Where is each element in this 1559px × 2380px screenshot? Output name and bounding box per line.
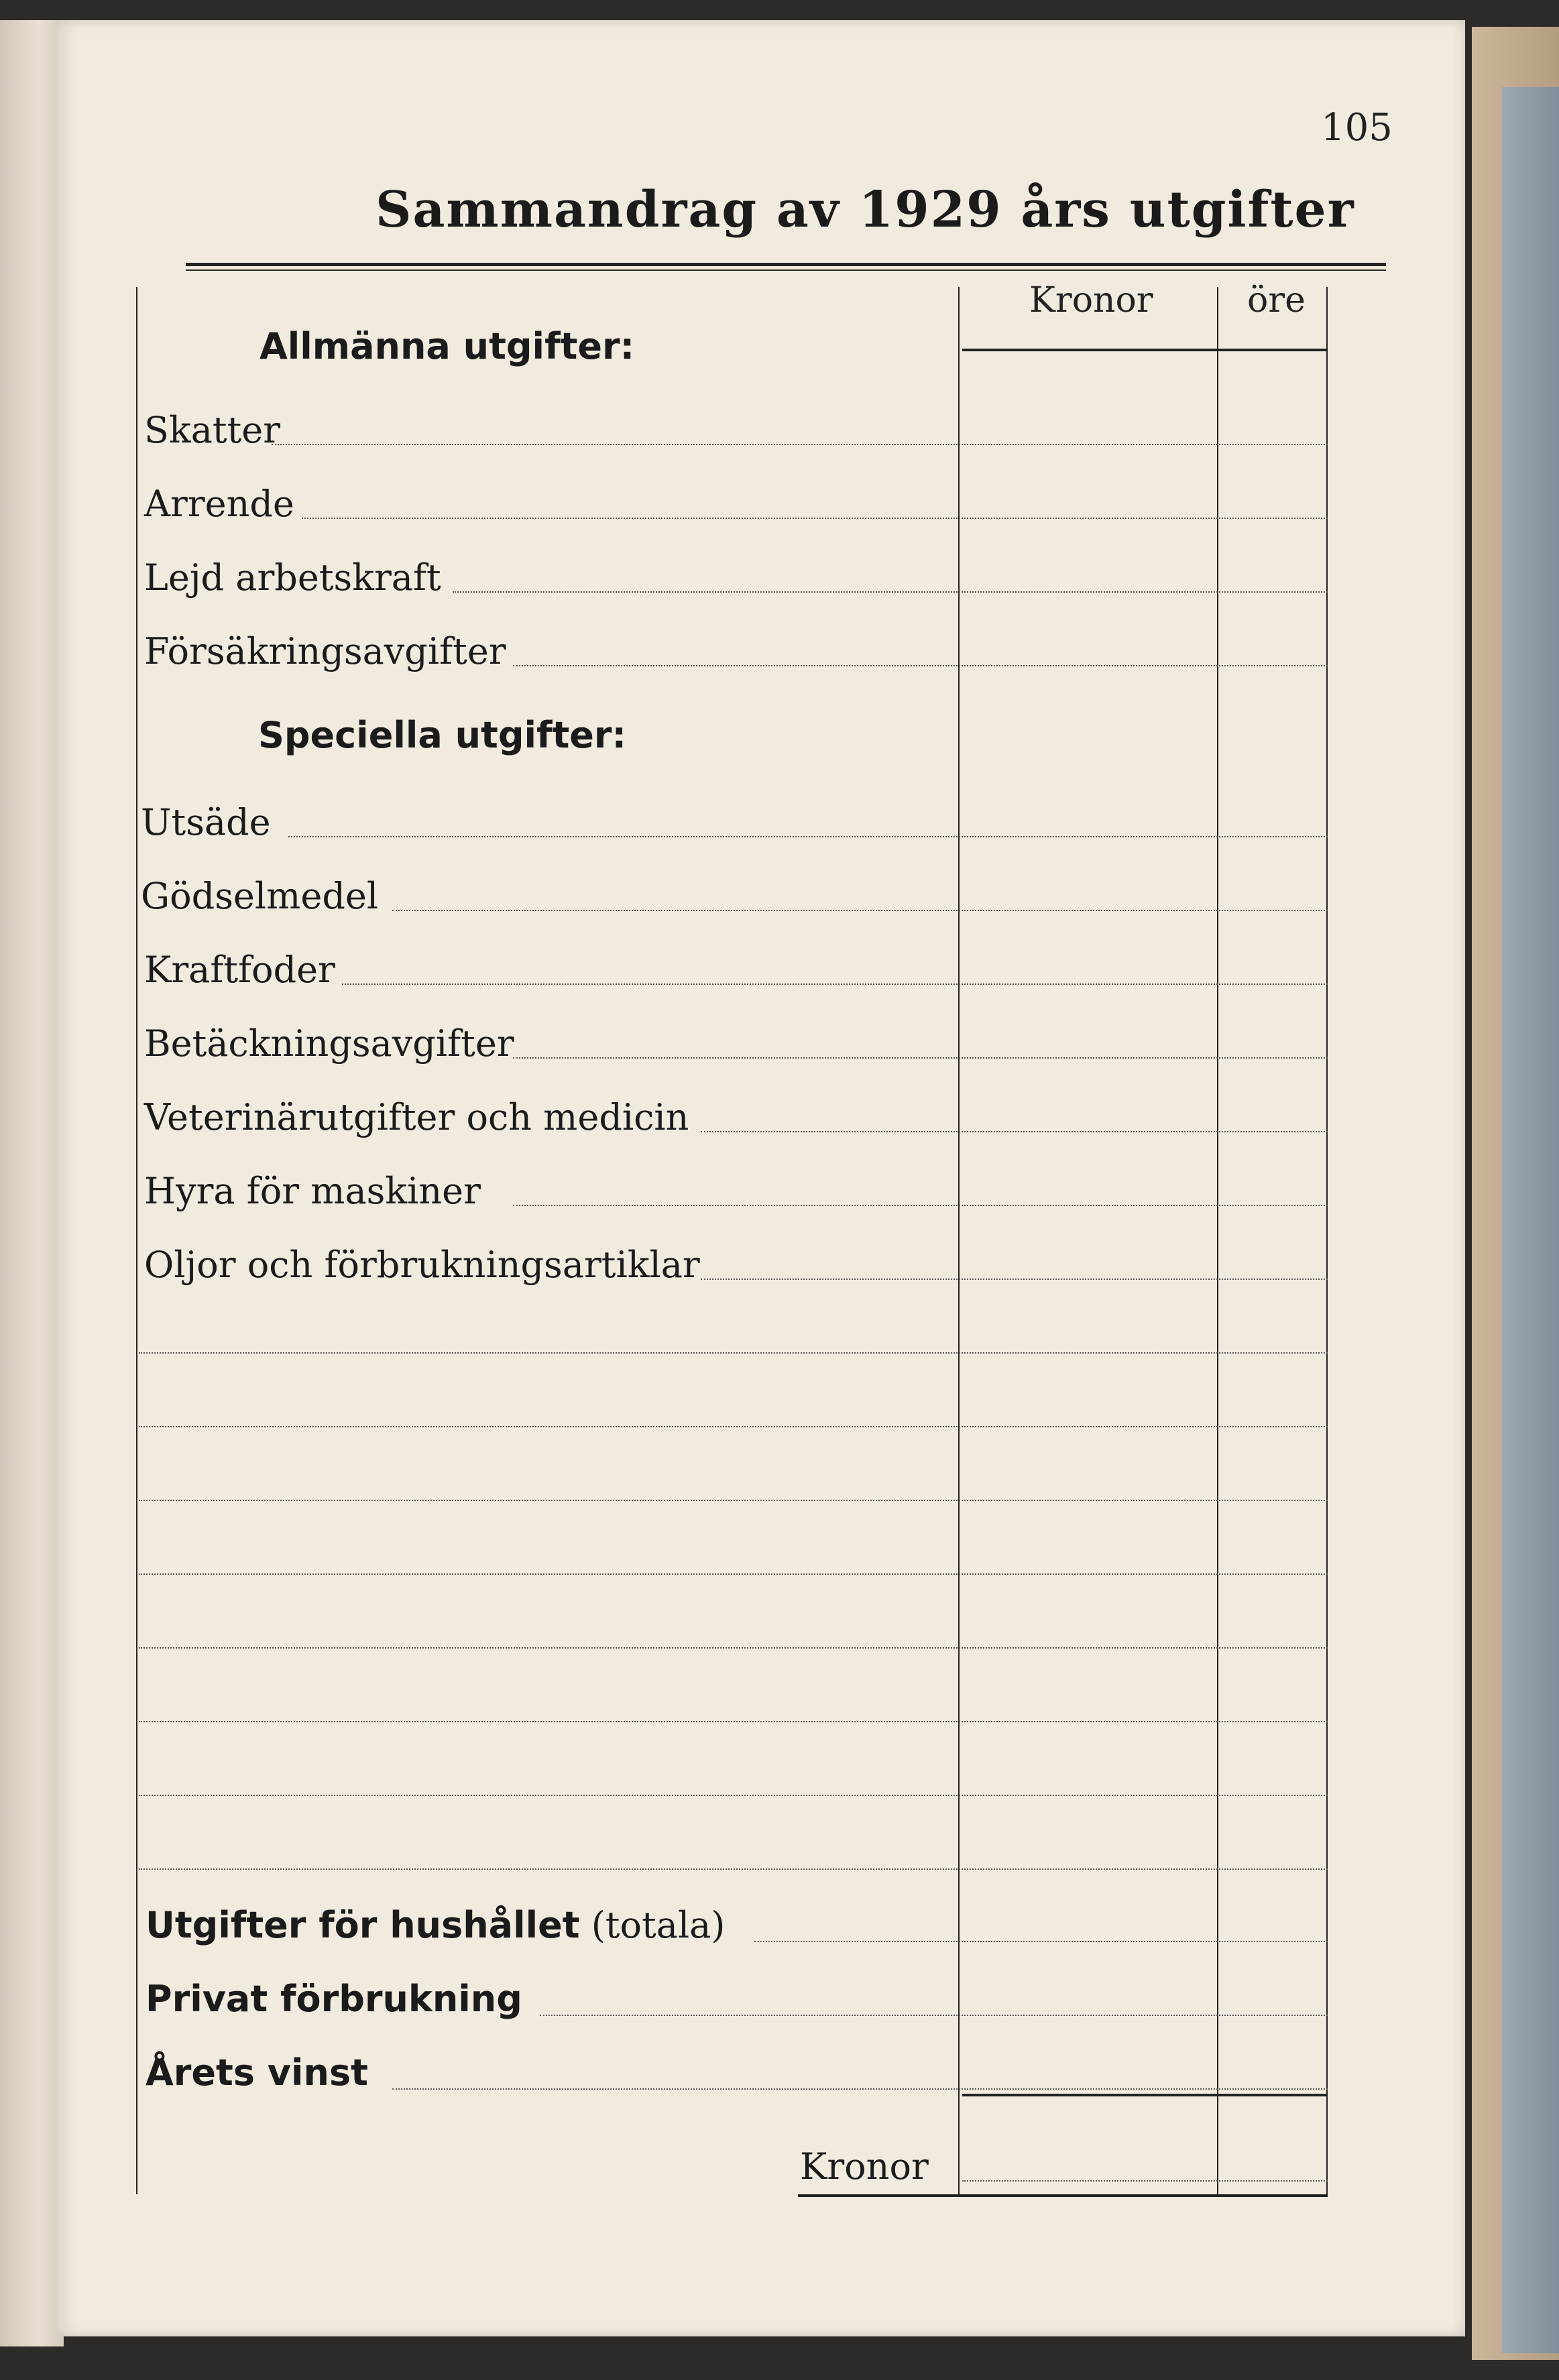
- left-page-edge: [0, 20, 64, 2346]
- row-line: [754, 1941, 1328, 1942]
- row-line: [302, 518, 1328, 519]
- row-line: [342, 984, 1328, 985]
- header-underline: [962, 349, 1328, 351]
- empty-row-line: [139, 1868, 1328, 1870]
- title-rule-thick: [186, 263, 1386, 266]
- row-label: Kraftfoder: [144, 949, 335, 991]
- empty-row-line: [139, 1426, 1328, 1427]
- total-label-privat: Privat förbrukning: [146, 1978, 522, 2020]
- row-label: Gödselmedel: [141, 875, 379, 917]
- row-line: [272, 444, 1328, 445]
- sum-bottom-rule: [798, 2194, 1328, 2197]
- empty-row-line: [139, 1721, 1328, 1722]
- row-label: Skatter: [144, 409, 281, 451]
- row-line: [453, 591, 1328, 593]
- sum-rule: [962, 2094, 1328, 2096]
- row-label: Arrende: [144, 483, 294, 525]
- row-label: Oljor och förbrukningsartiklar: [144, 1244, 700, 1286]
- row-line: [392, 2088, 1328, 2090]
- row-line: [513, 1205, 1328, 1206]
- row-label: Betäckningsavgifter: [144, 1022, 514, 1065]
- section-heading-speciella: Speciella utgifter:: [258, 714, 627, 756]
- total-label-vinst: Årets vinst: [146, 2051, 368, 2094]
- cover-edge: [1502, 87, 1559, 2353]
- empty-row-line: [139, 1573, 1328, 1575]
- page-title: Sammandrag av 1929 års utgifter: [376, 181, 1355, 239]
- row-line: [540, 2015, 1328, 2016]
- table-left-border: [136, 287, 137, 2194]
- page-number: 105: [1321, 106, 1393, 150]
- sum-label: Kronor: [800, 2145, 929, 2188]
- empty-row-line: [139, 1647, 1328, 1649]
- table-right-border: [1326, 287, 1328, 2194]
- row-line: [513, 665, 1328, 666]
- kronor-left-border: [958, 287, 960, 2194]
- row-line: [701, 1131, 1328, 1132]
- row-label: Veterinärutgifter och medicin: [144, 1096, 689, 1138]
- row-line: [288, 836, 1328, 837]
- sum-row-line: [962, 2180, 1328, 2182]
- row-line: [701, 1278, 1328, 1280]
- empty-row-line: [139, 1500, 1328, 1501]
- row-label: Försäkringsavgifter: [144, 630, 506, 672]
- kronor-column-header: Kronor: [1029, 280, 1153, 320]
- row-line: [513, 1057, 1328, 1059]
- ore-left-border: [1217, 287, 1218, 2194]
- row-line: [392, 910, 1328, 911]
- section-heading-allmanna: Allmänna utgifter:: [259, 325, 635, 367]
- row-label: Lejd arbetskraft: [144, 556, 441, 599]
- total-label-hushallet: Utgifter för hushållet (totala): [146, 1904, 726, 1946]
- row-label: Utsäde: [141, 801, 271, 843]
- ledger-page: [57, 20, 1465, 2336]
- empty-row-line: [139, 1795, 1328, 1796]
- ore-column-header: öre: [1247, 280, 1306, 320]
- empty-row-line: [139, 1352, 1328, 1354]
- row-label: Hyra för maskiner: [144, 1170, 481, 1212]
- title-rule-thin: [186, 270, 1386, 271]
